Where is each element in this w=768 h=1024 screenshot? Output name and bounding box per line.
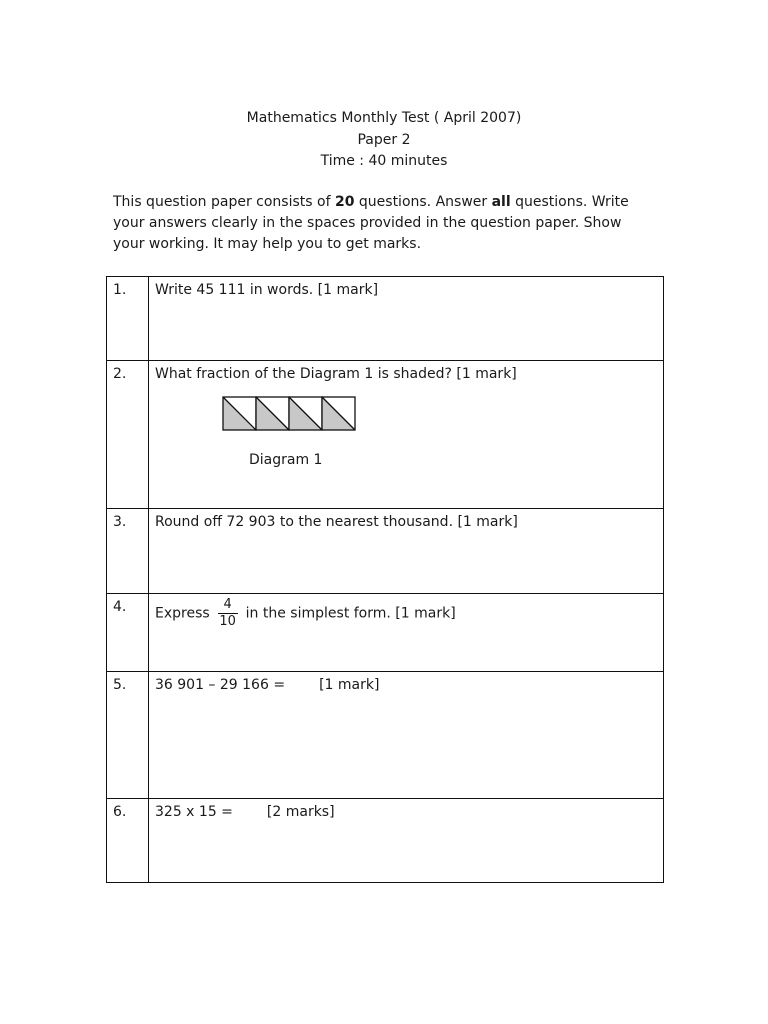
instructions	[113, 192, 653, 255]
question-text: What fraction of the Diagram 1 is shaded? [1 mark]	[155, 366, 517, 382]
question-number: 1.	[107, 277, 149, 361]
question-number: 4.	[107, 594, 149, 672]
test-header	[0, 108, 768, 173]
question-row	[107, 509, 664, 594]
question-cell[interactable]	[149, 277, 664, 361]
question-cell[interactable]	[149, 509, 664, 594]
question-marks: [1 mark]	[319, 677, 380, 693]
question-text: Round off 72 903 to the nearest thousand. [1 mark]	[155, 514, 518, 530]
paper-number: Paper 2	[357, 131, 411, 148]
question-marks: [2 marks]	[266, 804, 335, 820]
question-text: Write 45 111 in words. [1 mark]	[155, 282, 379, 298]
diagram-1	[221, 395, 361, 433]
questions-table	[106, 276, 664, 883]
question-row	[107, 799, 664, 883]
question-row	[107, 361, 664, 509]
instructions-text-1: This question paper consists of	[113, 194, 335, 210]
all-emphasis: all	[491, 194, 511, 210]
question-number: 3.	[107, 509, 149, 594]
question-expression: 325 x 15 =	[155, 804, 233, 820]
fraction	[218, 598, 238, 629]
question-cell[interactable]	[149, 672, 664, 799]
test-title: Mathematics Monthly Test ( April 2007)	[246, 110, 522, 126]
question-row	[107, 277, 664, 361]
time-allowed: Time : 40 minutes	[320, 153, 448, 169]
question-number: 6.	[107, 799, 149, 883]
fraction-denominator: 10	[219, 614, 236, 629]
question-expression: 36 901 – 29 166 =	[155, 677, 286, 693]
question-prefix: Express	[155, 605, 210, 622]
question-number: 5.	[107, 672, 149, 799]
question-cell[interactable]	[149, 799, 664, 883]
question-row	[107, 672, 664, 799]
question-count: 20	[334, 194, 355, 210]
question-cell[interactable]	[149, 594, 664, 672]
fraction-numerator: 4	[223, 597, 232, 612]
instructions-text-3: questions. Write your answers clearly in the spaces provided in the question paper. Show your working. It may help you to get marks.	[113, 194, 629, 252]
question-suffix: in the simplest form. [1 mark]	[245, 605, 456, 622]
question-number: 2.	[107, 361, 149, 509]
instructions-text-2: questions. Answer	[354, 194, 492, 210]
diagram-caption: Diagram 1	[249, 452, 323, 468]
question-row	[107, 594, 664, 672]
question-cell[interactable]	[149, 361, 664, 509]
